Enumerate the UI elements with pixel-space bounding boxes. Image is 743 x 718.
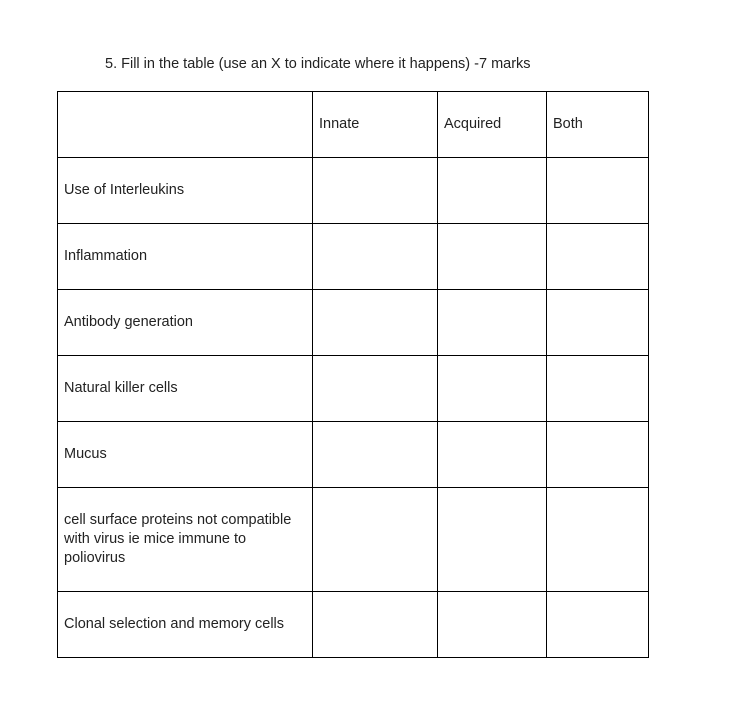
table-row bbox=[58, 592, 649, 658]
acquired-cell[interactable] bbox=[438, 158, 547, 224]
both-cell[interactable] bbox=[547, 290, 649, 356]
innate-cell[interactable] bbox=[313, 356, 438, 422]
both-cell[interactable] bbox=[547, 592, 649, 658]
both-cell[interactable] bbox=[547, 422, 649, 488]
both-cell[interactable] bbox=[547, 224, 649, 290]
innate-cell[interactable] bbox=[313, 224, 438, 290]
acquired-cell[interactable] bbox=[438, 592, 547, 658]
immunity-table bbox=[57, 91, 649, 658]
header-row bbox=[58, 92, 649, 158]
innate-cell[interactable] bbox=[313, 592, 438, 658]
question-text: 5. Fill in the table (use an X to indicate where it happens) -7 marks bbox=[105, 56, 531, 72]
row-label: Use of Interleukins bbox=[58, 158, 313, 224]
innate-cell[interactable] bbox=[313, 488, 438, 592]
row-label: Mucus bbox=[58, 422, 313, 488]
header-innate: Innate bbox=[313, 92, 438, 158]
both-cell[interactable] bbox=[547, 158, 649, 224]
row-label: cell surface proteins not compatible with virus ie mice immune to poliovirus bbox=[58, 488, 313, 592]
acquired-cell[interactable] bbox=[438, 422, 547, 488]
innate-cell[interactable] bbox=[313, 290, 438, 356]
header-acquired: Acquired bbox=[438, 92, 547, 158]
row-label: Inflammation bbox=[58, 224, 313, 290]
table-row bbox=[58, 488, 649, 592]
acquired-cell[interactable] bbox=[438, 356, 547, 422]
header-both: Both bbox=[547, 92, 649, 158]
table-row bbox=[58, 422, 649, 488]
table-row bbox=[58, 224, 649, 290]
row-label: Clonal selection and memory cells bbox=[58, 592, 313, 658]
table-row bbox=[58, 356, 649, 422]
row-label: Antibody generation bbox=[58, 290, 313, 356]
innate-cell[interactable] bbox=[313, 422, 438, 488]
table-row bbox=[58, 290, 649, 356]
both-cell[interactable] bbox=[547, 488, 649, 592]
acquired-cell[interactable] bbox=[438, 290, 547, 356]
acquired-cell[interactable] bbox=[438, 224, 547, 290]
table-row bbox=[58, 158, 649, 224]
header-corner-cell bbox=[58, 92, 313, 158]
acquired-cell[interactable] bbox=[438, 488, 547, 592]
both-cell[interactable] bbox=[547, 356, 649, 422]
row-label: Natural killer cells bbox=[58, 356, 313, 422]
innate-cell[interactable] bbox=[313, 158, 438, 224]
